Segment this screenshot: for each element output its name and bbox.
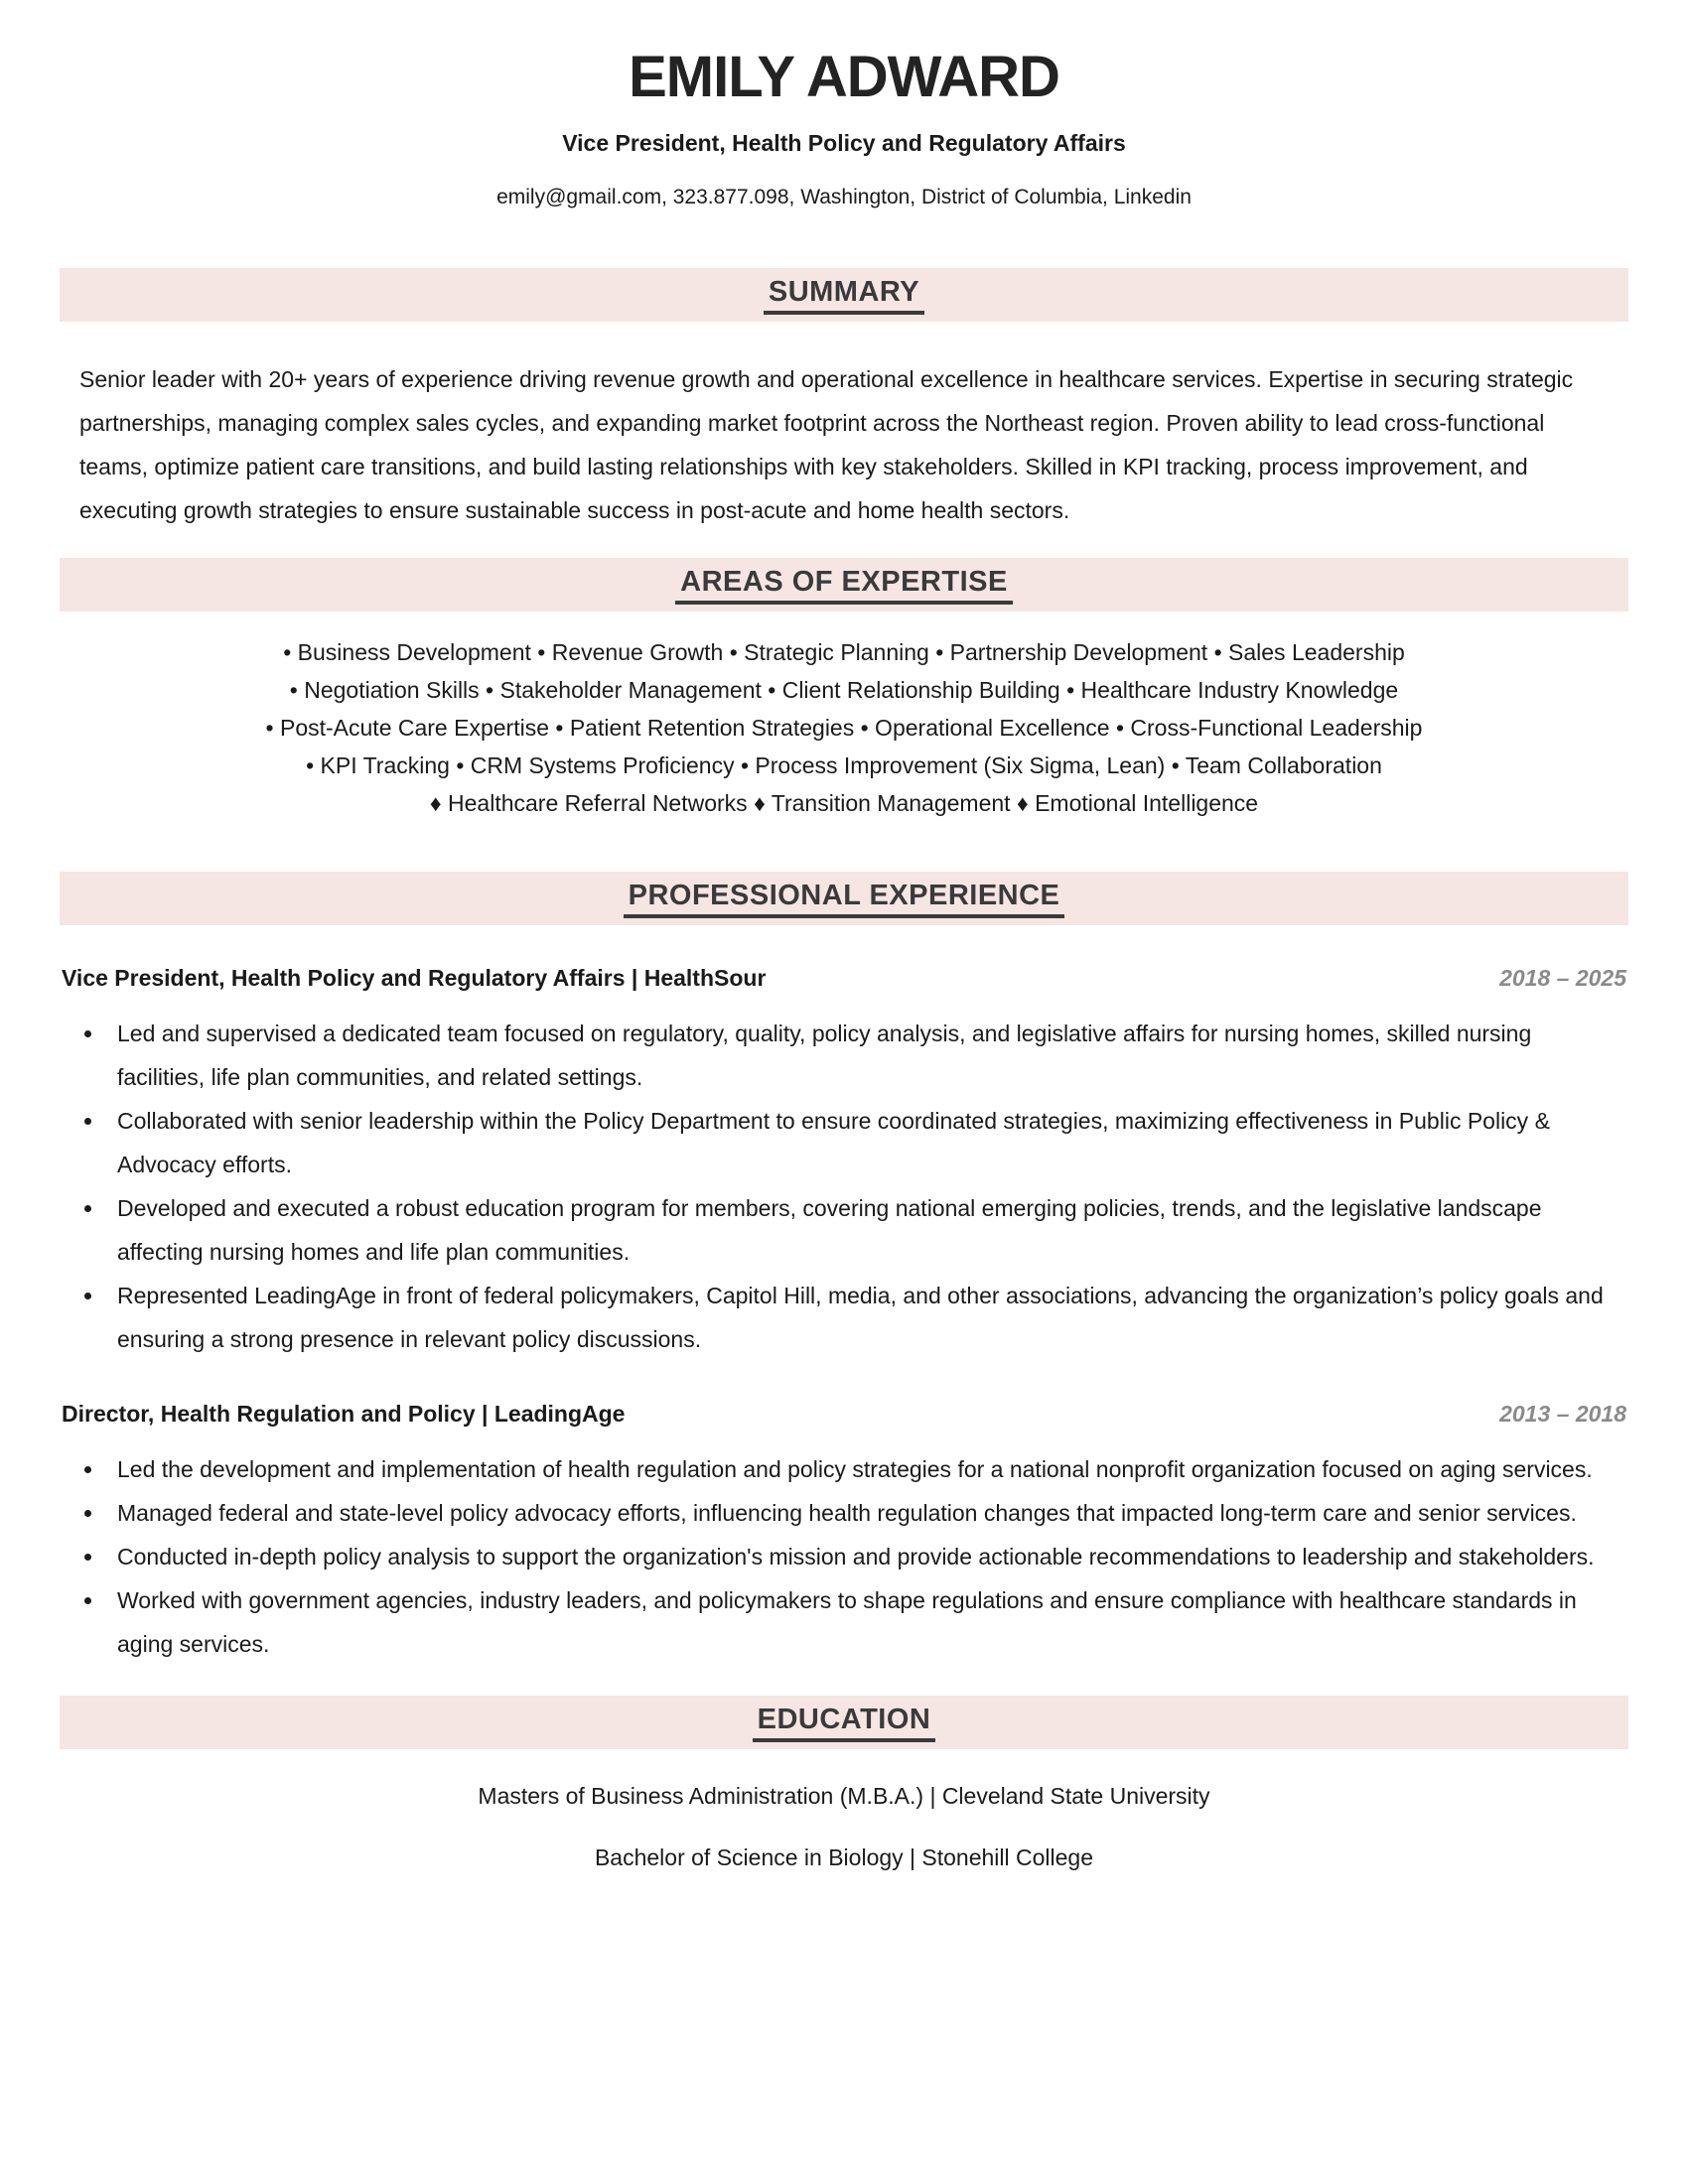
job-title: Vice President, Health Policy and Regulatory Affairs | HealthSour — [62, 965, 767, 991]
experience-heading: PROFESSIONAL EXPERIENCE — [624, 880, 1065, 918]
job-bullet: • Led the development and implementation of health regulation and policy strategies for a national nonprofit organization focused on aging services. — [105, 1447, 1609, 1491]
expertise-heading: AREAS OF EXPERTISE — [675, 566, 1013, 605]
job-bullet: • Worked with government agencies, industry leaders, and policymakers to shape regulations and ensure compliance with healthcare standards in aging services. — [105, 1578, 1609, 1666]
expertise-line: • KPI Tracking • CRM Systems Proficiency • Process Improvement (Six Sigma, Lean) • Team Collaboration — [306, 752, 1382, 778]
experience-section-band — [60, 872, 1628, 925]
job-dates: 2018 – 2025 — [1499, 965, 1626, 991]
education-entry: Masters of Business Administration (M.B.A.) | Cleveland State University — [478, 1783, 1210, 1809]
contact-line: emily@gmail.com, 323.877.098, Washington, District of Columbia, Linkedin — [496, 186, 1192, 208]
candidate-name: EMILY ADWARD — [629, 45, 1059, 109]
job-bullet-list — [87, 1447, 1609, 1666]
job-entry — [0, 965, 1688, 1361]
job-entry — [0, 1401, 1688, 1666]
job-bullet: • Represented LeadingAge in front of federal policymakers, Capitol Hill, media, and other associations, advancing the organization’s policy goals and ensuring a strong presence in relevant policy discussions. — [105, 1274, 1609, 1361]
education-heading: EDUCATION — [753, 1704, 936, 1742]
job-bullet: • Developed and executed a robust education program for members, covering national emerging policies, trends, and the legislative landscape affecting nursing homes and life plan communities. — [105, 1186, 1609, 1274]
summary-heading: SUMMARY — [764, 276, 924, 315]
job-bullet: • Conducted in-depth policy analysis to support the organization's mission and provide actionable recommendations to leadership and stakeholders. — [105, 1535, 1609, 1578]
expertise-line: • Post-Acute Care Expertise • Patient Retention Strategies • Operational Excellence • Cross-Functional Leadership — [265, 715, 1423, 741]
job-header — [62, 1401, 1626, 1428]
education-section-band — [60, 1696, 1628, 1749]
job-header — [62, 965, 1626, 992]
expertise-line: • Business Development • Revenue Growth • Strategic Planning • Partnership Development • Sales Leadership — [283, 639, 1405, 665]
summary-paragraph: Senior leader with 20+ years of experience driving revenue growth and operational excellence in healthcare services. Expertise in securing strategic partnerships, managing complex sales cycles, and expanding market footprint across the Northeast region. Proven ability to lead cross-functional teams, optimize patient care transitions, and build lasting relationships with key stakeholders. Skilled in KPI tracking, process improvement, and executing growth strategies to ensure sustainable success in post-acute and home health sectors. — [79, 366, 1574, 523]
job-title: Director, Health Regulation and Policy | LeadingAge — [62, 1401, 626, 1427]
education-entry: Bachelor of Science in Biology | Stonehill College — [594, 1844, 1094, 1870]
job-dates: 2013 – 2018 — [1499, 1401, 1626, 1427]
summary-section-band — [60, 268, 1628, 322]
expertise-line: • Negotiation Skills • Stakeholder Management • Client Relationship Building • Healthcare Industry Knowledge — [289, 677, 1399, 703]
candidate-title: Vice President, Health Policy and Regulatory Affairs — [562, 130, 1126, 156]
job-bullet: • Collaborated with senior leadership within the Policy Department to ensure coordinated strategies, maximizing effectiveness in Public Policy & Advocacy efforts. — [105, 1099, 1609, 1186]
job-bullet: • Led and supervised a dedicated team focused on regulatory, quality, policy analysis, and legislative affairs for nursing homes, skilled nursing facilities, life plan communities, and related settings. — [105, 1012, 1609, 1099]
expertise-list — [0, 633, 1688, 822]
education-list — [0, 1781, 1688, 1872]
job-bullet: • Managed federal and state-level policy advocacy efforts, influencing health regulation changes that impacted long-term care and senior services. — [105, 1491, 1609, 1535]
expertise-line: ♦ Healthcare Referral Networks ♦ Transition Management ♦ Emotional Intelligence — [429, 790, 1259, 816]
expertise-section-band — [60, 558, 1628, 612]
job-bullet-list — [87, 1012, 1609, 1361]
